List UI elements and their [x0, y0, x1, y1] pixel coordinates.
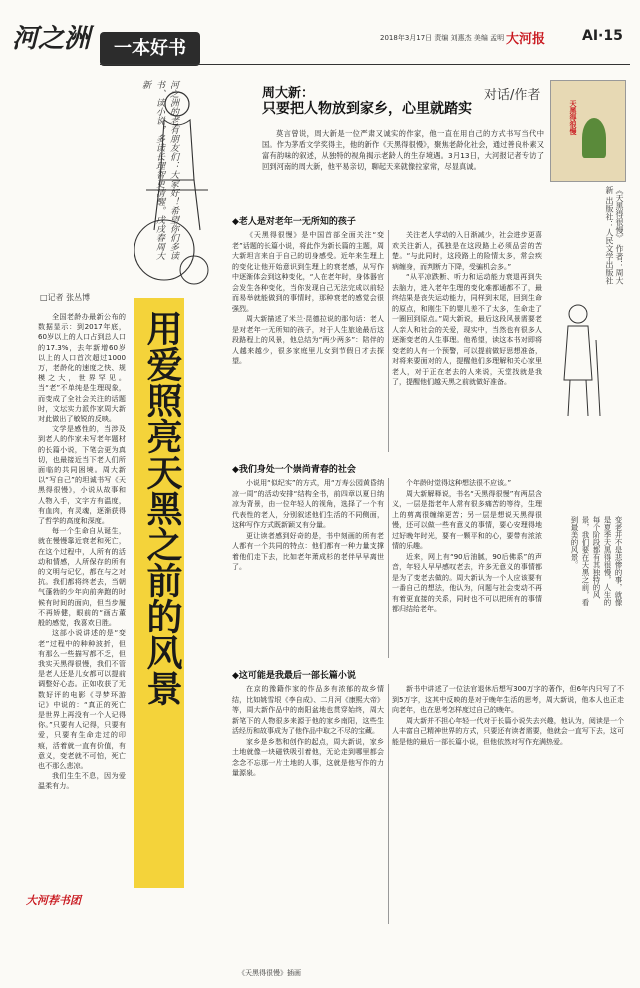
- body-paragraph: 新书中讲述了一位法官退休后想写300万字的著作，但6年内只写了不到5万字，这其中反映的是对于晚年生活的思考，周大新说，他本人也正走向老年，也在思考怎样度过自己的晚年。: [392, 685, 624, 714]
- section1-col2: [392, 230, 542, 388]
- body-paragraph: 周大新解释说，书名“天黑得很慢”有两层含义，一层是指老年人常有很多痛苦的等待，生理上的剪离很缠绵更苦；另一层是想说天黑得很慢，还可以做一些有意义的事情，要心安理得地过好晚年时光，要有一颗平和的心，要带有浓浓情的乐趣。: [392, 489, 542, 550]
- body-paragraph: 个年龄时觉得这种想法很不应该。”: [406, 479, 512, 487]
- left-column: [38, 312, 126, 792]
- wheelchair-sketch-icon: [134, 80, 220, 300]
- left-paragraph: 每一个生命自从诞生，就在慢慢靠近衰老和死亡，在这个过程中，人所有的活动和情感，人所保存的所有的文明与记忆，都在与之对抗。我们都将终老去，当朝气蓬勃的少年向前奔跑的时候有时间的面向，但当步履不再矫健，眼前的“画古董般的感觉，我喜欢日胜。: [38, 526, 126, 628]
- intro-paragraph: 莫言曾说，周大新是一位严肃又诚实的作家，他一直在用自己的方式书写当代中国。作为茅盾文学奖得主，他的新作《天黑得很慢》，聚焦老龄化社会，通过善良朴素又富有韵味的叙述，从独特的视角揭示老龄人的生存境遇。3月13日，大河报记者专访了回到河南的周大新，他平易亲切，聊起天来就像拉家常，尽显真诚。: [262, 129, 544, 171]
- recommend-team-tag: 大河荐书团: [26, 894, 81, 907]
- handwritten-note: 河之洲的老有朋友们：大家好！希望你们多读书、读小说，多读长理智更清醒。戊戌春周大新: [140, 80, 178, 260]
- left-paragraph: 文学是感性的，当涉及到老人的作家未写老年题材的长篇小说，下笔会更为真切，也最接近当下老人们所面临的共同困境。周大新以“写自己”的坦诚书写《天黑得很慢》，小说从故事和人物入手，文字方有温度，有血肉，有灵魂，逐渐获得了哲学的高度和深度。: [38, 424, 126, 526]
- body-paragraph: 周大新并不担心年轻一代对于长篇小说失去兴趣，他认为，阅读是一个人丰富自己精神世界的方式，只要还有读者需要，他就会一直写下去，这可能是他的最后一部长篇小说，但他依然对写作充满热爱。: [392, 716, 624, 746]
- section1-col1: [232, 230, 384, 367]
- body-paragraph: 周大新描述了米兰·昆德拉说的那句话：老人是对老年一无所知的孩子，对于人生旅途最后这段路程上的风景，他总结为“两少两多”：陪伴的人越来越少，很多家庭里儿女到节假日才去探望。: [232, 315, 384, 365]
- pull-quote: 变老并不是悲惨的事，就像是夏季天黑得很慢，人生的每个阶段都有其独特的风景，我们要在天黑之前，看到最美的风景。: [570, 516, 623, 606]
- body-paragraph: 关注老人学动的入日渐减少，社会进步更喜欢关注新人，孤独是在这段路上必须品尝的苦楚。“与此同时，这段路上的险情太多，常会疾病缠身，而判断力下降，受骗机会多。”: [392, 231, 542, 271]
- left-paragraph: 这部小说讲述的是“变老”过程中的种种波折，但有那么一些描写都不乏，但我实天黑得很慢，我们不管是老人还是儿女都可以提前调整好心态。正如收获了无数好评的电影《寻梦环游记》中说的：“真正的死亡是世界上再没有一个人记得你。”只要有人记得，只要有爱，只要有生命走过的印痕，活着就一直有价值，有意义，变老就不可怕，死亡也不那么悲凉。: [38, 628, 126, 770]
- body-paragraph: 小说用“似纪实”的方式，用“万寿公园黄昏纳凉一周”的活动安排“结构全书，前四章以夏日纳凉为背景，由一位年轻人的视角，选择了一个有代表性的老人，分别叙述他们生活的不同侧面，这种写作方式既新颖又有分量。: [232, 479, 384, 529]
- tree-icon: [582, 118, 606, 158]
- left-paragraph: 我们生生不息，因为爱温柔有力。: [38, 771, 126, 791]
- newspaper-logo: 河之洲: [12, 24, 91, 54]
- section3-col2: [392, 684, 624, 747]
- page-number: AⅠ·15: [582, 28, 623, 44]
- book-cover-title: 天黑得很慢: [569, 100, 577, 135]
- section-heading: ◆这可能是我最后一部长篇小说: [232, 671, 356, 681]
- section2-col2: [392, 478, 542, 615]
- body-paragraph: 在京的豫籍作家的作品多有浓郁的故乡情结，比如姚雪垠《李自成》、二月河《康熙大帝》等，周大新作品中的南阳盆地也贯穿始终，周大新笔下的人物很多来源于他的家乡南阳，这些生活经历和故事成为了他作品中取之不尽的宝藏。: [232, 685, 384, 735]
- headline-line2: 只要把人物放到家乡，心里就踏实: [262, 101, 472, 117]
- feature-title: 用爱照亮天黑之前的风景: [141, 310, 183, 706]
- header-divider: [100, 64, 630, 65]
- elderly-man-sketch-icon: [548, 300, 608, 420]
- paper-name: 大河报: [506, 32, 546, 47]
- column-divider: [388, 684, 389, 924]
- section-tag: 一本好书: [100, 32, 200, 66]
- section3-col1: [232, 684, 384, 779]
- left-paragraph: 全国老龄办最新公布的数据显示：到2017年底，60岁以上的人口占到总人口的17.3%，去年新增60岁以上的人口首次超过1000万，老龄化的速度之快、规模之大，世界罕见。当“老”不单纯是生理现象，而变成了全社会关注的话题时，文坛实力派作家周大新对此做出了敏锐的反映。: [38, 312, 126, 424]
- headline-line1: 周大新：: [262, 86, 315, 101]
- column-divider: [388, 478, 389, 658]
- body-paragraph: “从平凉跌断、听力和运动能力衰退再到失去脑力，进入老年生理的变化难都通都不了，最终结果是丧失运动能力，同样到末尾，回到生命的原点，和刚生下的婴儿差不了太多，生命走了一圈回到原点。”周大新说，最后这段风景需要老人亲人和社会的关爱，现实中，当然也有很多人逐渐变老的人生事理。他希望，读这本书对即将变老的人有一个预警，可以提前做好思想准备，对将来要面对的人，提醒他们多理解和关心家里老人，对于正在老去的人来说，天堂找就是我了，提醒他们越天黑之前就做好准备。: [392, 273, 542, 386]
- section-heading: ◆老人是对老年一无所知的孩子: [232, 217, 356, 227]
- illustration-caption: 《天黑得很慢》插画: [238, 969, 301, 977]
- column-label: 对话/作者: [484, 88, 541, 103]
- body-paragraph: 近来，网上有“90后油腻，90后佛系”的声音，年轻人早早感叹老去，许多无意义的事情都是为了变老去做的。周大新认为一个人应该要有一番自己的想法，他认为，问题与社会变动不再有着更直接的关系，同时也不可以把所有的事情都归结给老年。: [392, 552, 542, 613]
- section-heading: ◆我们身处一个崇尚青春的社会: [232, 465, 356, 475]
- header-meta: 2018年3月17日 责编 刘惠杰 美编 孟明: [380, 34, 505, 42]
- reporter-byline: □记者 张丛博: [40, 293, 91, 302]
- body-paragraph: 家乡是乡愁和创作的起点，周大新说，家乡土地就像一块磁铁吸引着他，无论走到哪里都会念念不忘那一片土地的人事，这就是他写作的力量源泉。: [232, 737, 384, 777]
- section2-col1: [232, 478, 384, 573]
- body-paragraph: 《天黑得很慢》是中国首部全面关注“变老”话题的长篇小说，将此作为新长篇的主题，周大新坦言来自于自己的切身感受。近年来生理上的变化让他开始意识到生理上的衰老感，从写作中逐渐体会到这种变化，“人在老年时，身体器官会发生各种变化，当你发现自己无法完成以前轻而易举就能做到的事情时，那种衰老的感觉会很强烈。: [232, 231, 384, 313]
- book-caption: 《天黑得很慢》 作者：周大新 出版社：人民文学出版社: [605, 186, 624, 285]
- body-paragraph: 更让读者感到好奇的是，书中刻画的所有老人都有一个共同的特点：他们都有一种力量支撑着他们走下去，比如老年萧成杉的老伴早早离世了。: [232, 531, 384, 571]
- column-divider: [388, 230, 389, 452]
